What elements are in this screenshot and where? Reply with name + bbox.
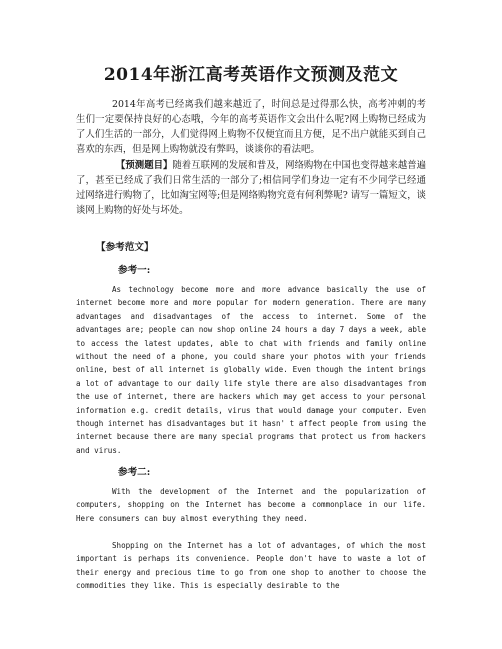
intro-paragraph: [76, 97, 426, 157]
sample1-text: As technology become more and more advance basically the use of internet become more and more popular for modern generation. There are many advantages and disadvantages of the access to internet. Some of the advantages are; people can now shop online 24 hours a day 7 days a week, able to access the latest updates, able to chat with friends and family online without the need of a phone, you could share your photos with your friends online, best of all internet is globally wide. Even though the intent brings a lot of advantage to our daily life style there are also disadvantages from the use of internet, there are hackers which may get access to your personal information e.g. credit details, virus that would damage your computer. Even though internet has disadvantages but it hasn' t affect people from using the internet because there are many special programs that protect us from hackers and virus.: [76, 285, 426, 455]
sample1-heading: 参考一:: [118, 265, 151, 276]
sample2-text-2: Shopping on the Internet has a lot of advantages, of which the most important is perhaps its convenience. People don't have to waste a lot of their energy and precious time to go from one shop to another to choose the commodities they like. This is especially desirable to the: [76, 541, 426, 591]
sample2-heading: 参考二:: [118, 467, 151, 478]
prediction-text: 随着互联网的发展和普及，网络购物在中国也变得越来越普遍了，甚至已经成了我们日常生活的一部分了;相信同学们身边一定有不少同学已经通过网络进行购物了，比如淘宝网等;但是网络购物究竟有何利弊呢? 请写一篇短文，谈谈网上购物的好处与坏处。: [76, 160, 426, 216]
sample2-text-1: With the development of the Internet and the popularization of computers, shopping on the Internet has become a commonplace in our life. Here consumers can buy almost everything they need.: [76, 487, 426, 523]
reference-heading: 【参考范文】: [96, 242, 154, 253]
intro-text: 2014年高考已经离我们越来越近了，时间总是过得那么快，高考冲刺的考生们一定要保持良好的心态哦，今年的高考英语作文会出什么呢?网上购物已经成为了人们生活的一部分，人们觉得网上购物不仅便宜而且方便，足不出户就能买到自己喜欢的东西，但是网上购物就没有弊吗，谈谈你的看法吧。: [76, 99, 426, 155]
sample1-paragraph: [76, 283, 426, 457]
document-title: 2014年浙江高考英语作文预测及范文: [103, 65, 399, 85]
sample2-paragraph-1: [76, 485, 426, 525]
prediction-label: 【预测题目】: [116, 160, 173, 171]
prediction-paragraph: [76, 158, 426, 218]
sample2-paragraph-2: [76, 539, 426, 593]
